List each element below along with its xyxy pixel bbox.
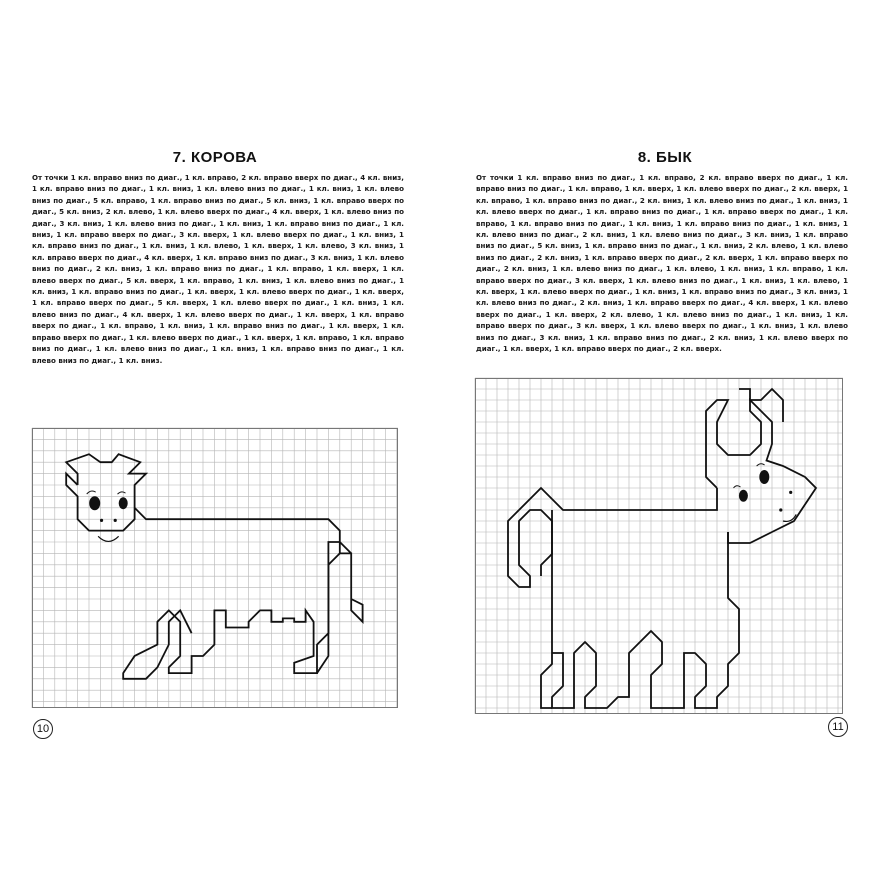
nostril-icon [114, 519, 117, 522]
mouth-icon [98, 536, 119, 541]
eye-icon [119, 497, 128, 509]
instructions-text: От точки 1 кл. вправо вниз по диаг., 1 кл. вправо, 2 кл. вправо вверх по диаг., 4 кл. вниз, 1 кл. вправо вниз по диаг., 1 кл. вниз, 1 кл. влево вниз по диаг., 1 кл. вниз, 1 кл. влево вниз по диаг., 5 кл. вправо, 1 кл. вправо вниз по диаг., 5 кл. вниз, 1 кл. вправо вверх по диаг., 5 кл. вниз, 2 кл. влево, 1 кл. влево вверх по диаг., 4 кл. вверх, 1 кл. влево вниз по диаг., 3 кл. вниз, 1 кл. влево вниз по диаг., 1 кл. вниз, 1 кл. вправо вниз по диаг., 1 кл. вниз, 1 кл. вправо вверх по диаг., 3 кл. вверх, 1 кл. влево вверх по диаг., 1 кл. вниз, 1 кл. вправо вниз по диаг., 1 кл. вниз, 1 кл. влево, 1 кл. вверх, 1 кл. влево, 3 кл. вниз, 1 кл. вправо вверх по диаг., 4 кл. вверх, 1 кл. вправо вниз по диаг., 3 кл. вниз, 1 кл. влево вниз по диаг., 2 кл. вниз, 1 кл. вправо вниз по диаг., 1 кл. вправо, 1 кл. вверх, 1 кл. влево вверх по диаг., 5 кл. вверх, 1 кл. вправо, 1 кл. вниз, 1 кл. влево вниз по диаг., 1 кл. вниз, 1 кл. вправо вниз по диаг., 1 кл. вверх, 1 кл. влево вверх по диаг., 1 кл. вверх, 1 кл. вправо вверх по диаг., 5 кл. вверх, 1 кл. влево вверх по диаг., 1 кл. вниз, 1 кл. влево вниз по диаг., 4 кл. вверх, 1 кл. влево вверх по диаг., 1 кл. вверх, 1 кл. вправо вверх по диаг., 1 кл. вправо, 1 кл. вниз, 1 кл. вправо вниз по диаг., 1 кл. вверх, 1 кл. вправо вверх по диаг., 1 кл. влево вверх по диаг., 1 кл. вверх, 1 кл. вправо, 1 кл. вправо вниз по диаг., 1 кл. влево вниз по диаг., 1 кл. вниз, 1 кл. вправо вниз по диаг., 1 кл. влево вниз по диаг., 1 кл. вниз. [32, 173, 404, 365]
eye-icon [759, 470, 769, 484]
bull-body [508, 488, 717, 587]
eyelash-icon [87, 491, 126, 494]
page-number: 11 [828, 717, 848, 737]
right-page [440, 0, 880, 880]
instructions-text: От точки 1 кл. вправо вниз по диаг., 1 кл. вправо, 2 кл. вправо вверх по диаг., 1 кл. вправо вниз по диаг., 1 кл. вправо, 1 кл. вверх, 1 кл. влево вверх по диаг., 2 кл. вверх, 1 кл. вправо, 1 кл. вправо вниз по диаг., 2 кл. вниз, 1 кл. влево вниз по диаг., 1 кл. вниз, 1 кл. влево вверх по диаг., 1 кл. вправо вниз по диаг., 1 кл. вправо вверх по диаг., 1 кл. вправо, 1 кл. вправо вниз по диаг., 1 кл. вниз, 1 кл. вправо вниз по диаг., 1 кл. вниз, 1 кл. влево вниз по диаг., 2 кл. вниз, 1 кл. влево вниз по диаг., 3 кл. вниз, 1 кл. вправо вниз по диаг., 5 кл. вниз, 1 кл. вправо вниз по диаг., 1 кл. вниз, 2 кл. влево, 1 кл. влево вниз по диаг., 2 кл. вниз, 1 кл. вправо вверх по диаг., 2 кл. вверх, 1 кл. вправо вверх по диаг., 2 кл. вниз, 1 кл. влево вниз по диаг., 1 кл. влево, 1 кл. вниз, 1 кл. вправо, 1 кл. вправо вверх по диаг., 3 кл. вверх, 1 кл. влево вниз по диаг., 1 кл. вниз, 1 кл. влево, 1 кл. вверх, 1 кл. влево вверх по диаг., 1 кл. вниз, 1 кл. вправо вниз по диаг., 3 кл. вниз, 1 кл. влево вниз по диаг., 2 кл. вниз, 1 кл. вправо вверх по диаг., 4 кл. вверх, 1 кл. влево вверх по диаг., 1 кл. вверх, 2 кл. влево, 1 кл. влево вниз по диаг., 1 кл. вниз, 1 кл. вправо вверх по диаг., 3 кл. вверх, 1 кл. влево вверх по диаг., 1 кл. вниз, 1 кл. влево вниз по диаг., 3 кл. вниз, 1 кл. вправо вниз по диаг., 2 кл. вниз, 1 кл. влево вверх по диаг., 1 кл. вверх, 1 кл. вправо вверх по диаг., 2 кл. вверх. [476, 173, 848, 354]
drawing-grid [32, 428, 398, 708]
grid-border [33, 429, 398, 708]
cow-leg [317, 553, 340, 673]
grid-lines [475, 378, 843, 714]
grid-border [476, 379, 843, 714]
eye-icon [739, 490, 748, 502]
nostril-icon [779, 508, 782, 511]
nostril-icon [789, 491, 792, 494]
eye-icon [89, 496, 100, 510]
page-title: 7. КОРОВА [172, 149, 258, 166]
cow-body [123, 508, 362, 679]
grid-lines [32, 428, 398, 708]
nostril-icon [100, 519, 103, 522]
page-number: 10 [33, 719, 53, 739]
drawing-grid [475, 378, 843, 714]
page-title: 8. БЫК [637, 149, 693, 166]
